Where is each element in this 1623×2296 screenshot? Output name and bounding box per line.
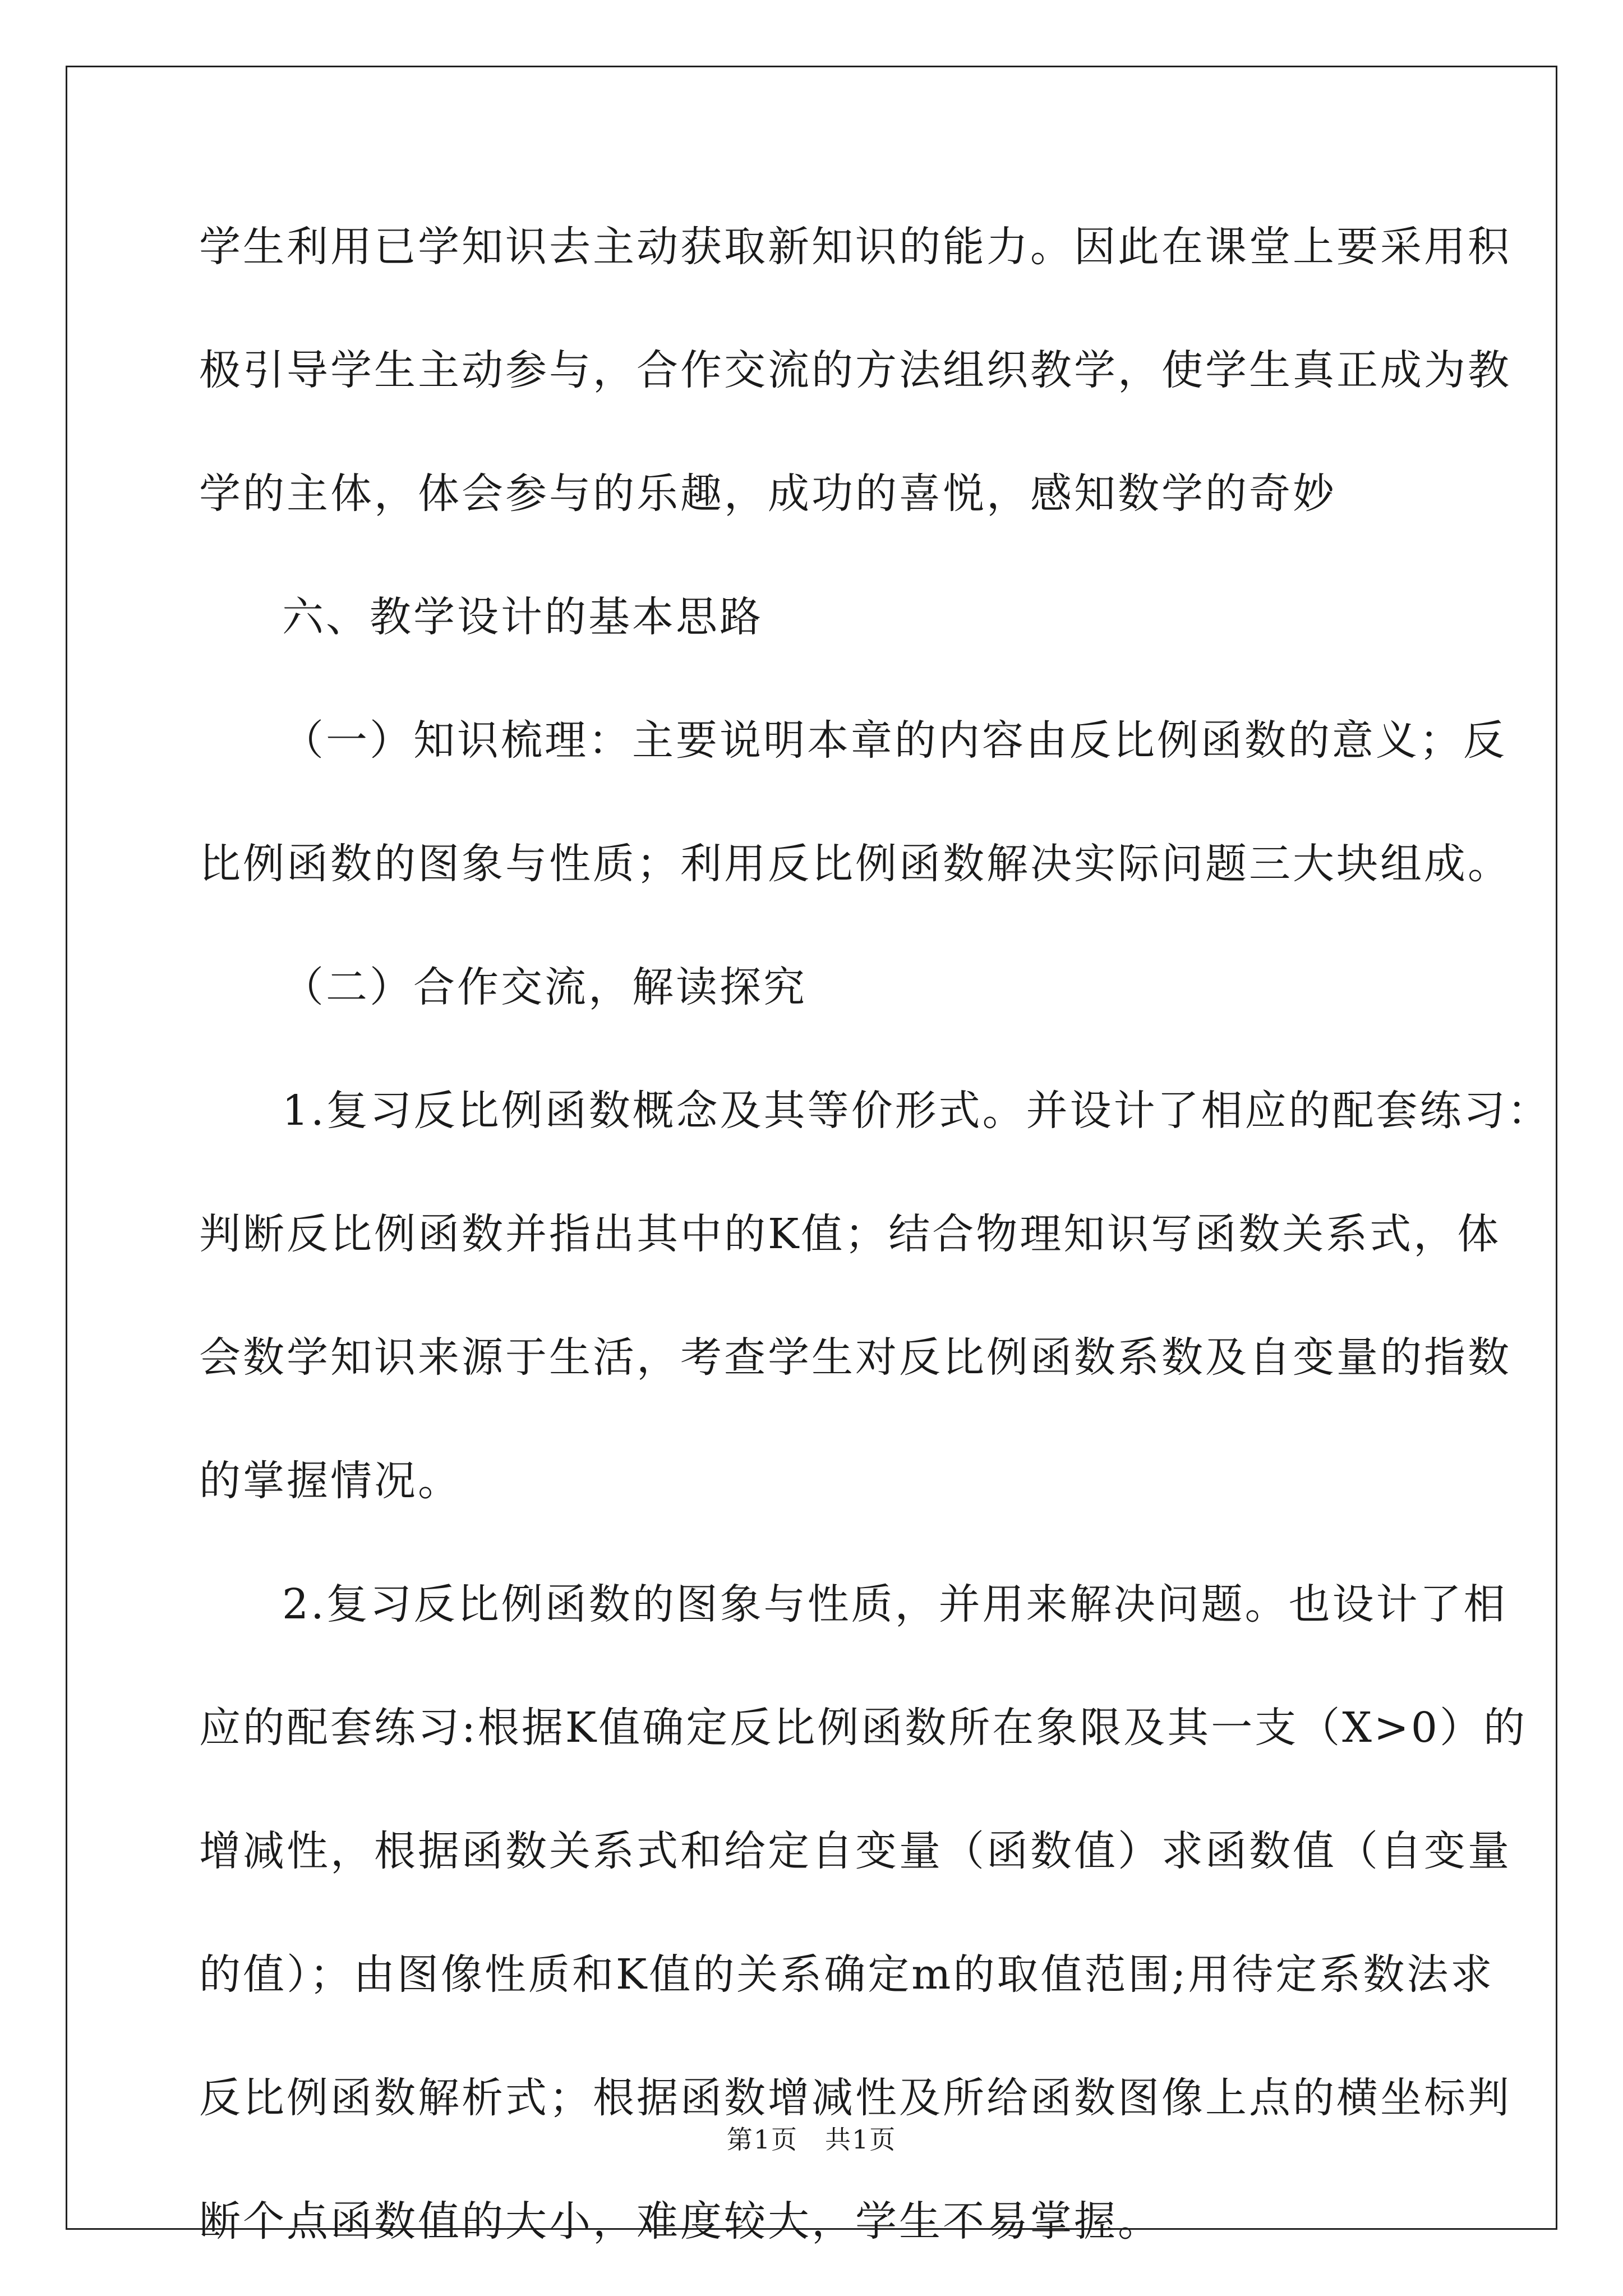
paragraph-line: 比例函数的图象与性质；利用反比例函数解决实际问题三大块组成。 [199, 840, 1511, 888]
paragraph-line: 1.复习反比例函数概念及其等价形式。并设计了相应的配套练习： [282, 1087, 1551, 1135]
document-body [199, 216, 1551, 2252]
paragraph-line: 断个点函数值的大小，难度较大，学生不易掌握。 [199, 2197, 1161, 2246]
paragraph-line: 会数学知识来源于生活，考查学生对反比例函数系数及自变量的指数 [199, 1333, 1511, 1382]
paragraph-line: 增减性，根据函数关系式和给定自变量（函数值）求函数值（自变量 [199, 1827, 1511, 1875]
paragraph-line: 极引导学生主动参与，合作交流的方法组织教学，使学生真正成为教 [199, 346, 1511, 394]
section-heading: 六、教学设计的基本思路 [282, 593, 763, 641]
paragraph-line: 的掌握情况。 [199, 1457, 462, 1505]
paragraph-line: （一）知识梳理：主要说明本章的内容由反比例函数的意义；反 [282, 716, 1507, 765]
paragraph-line: 判断反比例函数并指出其中的K值；结合物理知识写函数关系式，体 [199, 1210, 1501, 1258]
paragraph-line: 应的配套练习:根据K值确定反比例函数所在象限及其一支（X>0）的 [199, 1704, 1527, 1752]
paragraph-line: 学生利用已学知识去主动获取新知识的能力。因此在课堂上要采用积 [199, 223, 1511, 271]
paragraph-line: 2.复习反比例函数的图象与性质，并用来解决问题。也设计了相 [282, 1580, 1507, 1628]
paragraph-line: 学的主体，体会参与的乐趣，成功的喜悦，感知数学的奇妙 [199, 470, 1336, 518]
subsection-heading: （二）合作交流，解读探究 [282, 963, 807, 1011]
page-number-footer: 第1页 共1页 [726, 2124, 897, 2155]
paragraph-line: 的值）；由图像性质和K值的关系确定m的取值范围;用待定系数法求 [199, 1950, 1495, 1999]
paragraph-line: 反比例函数解析式；根据函数增减性及所给函数图像上点的横坐标判 [199, 2074, 1511, 2122]
